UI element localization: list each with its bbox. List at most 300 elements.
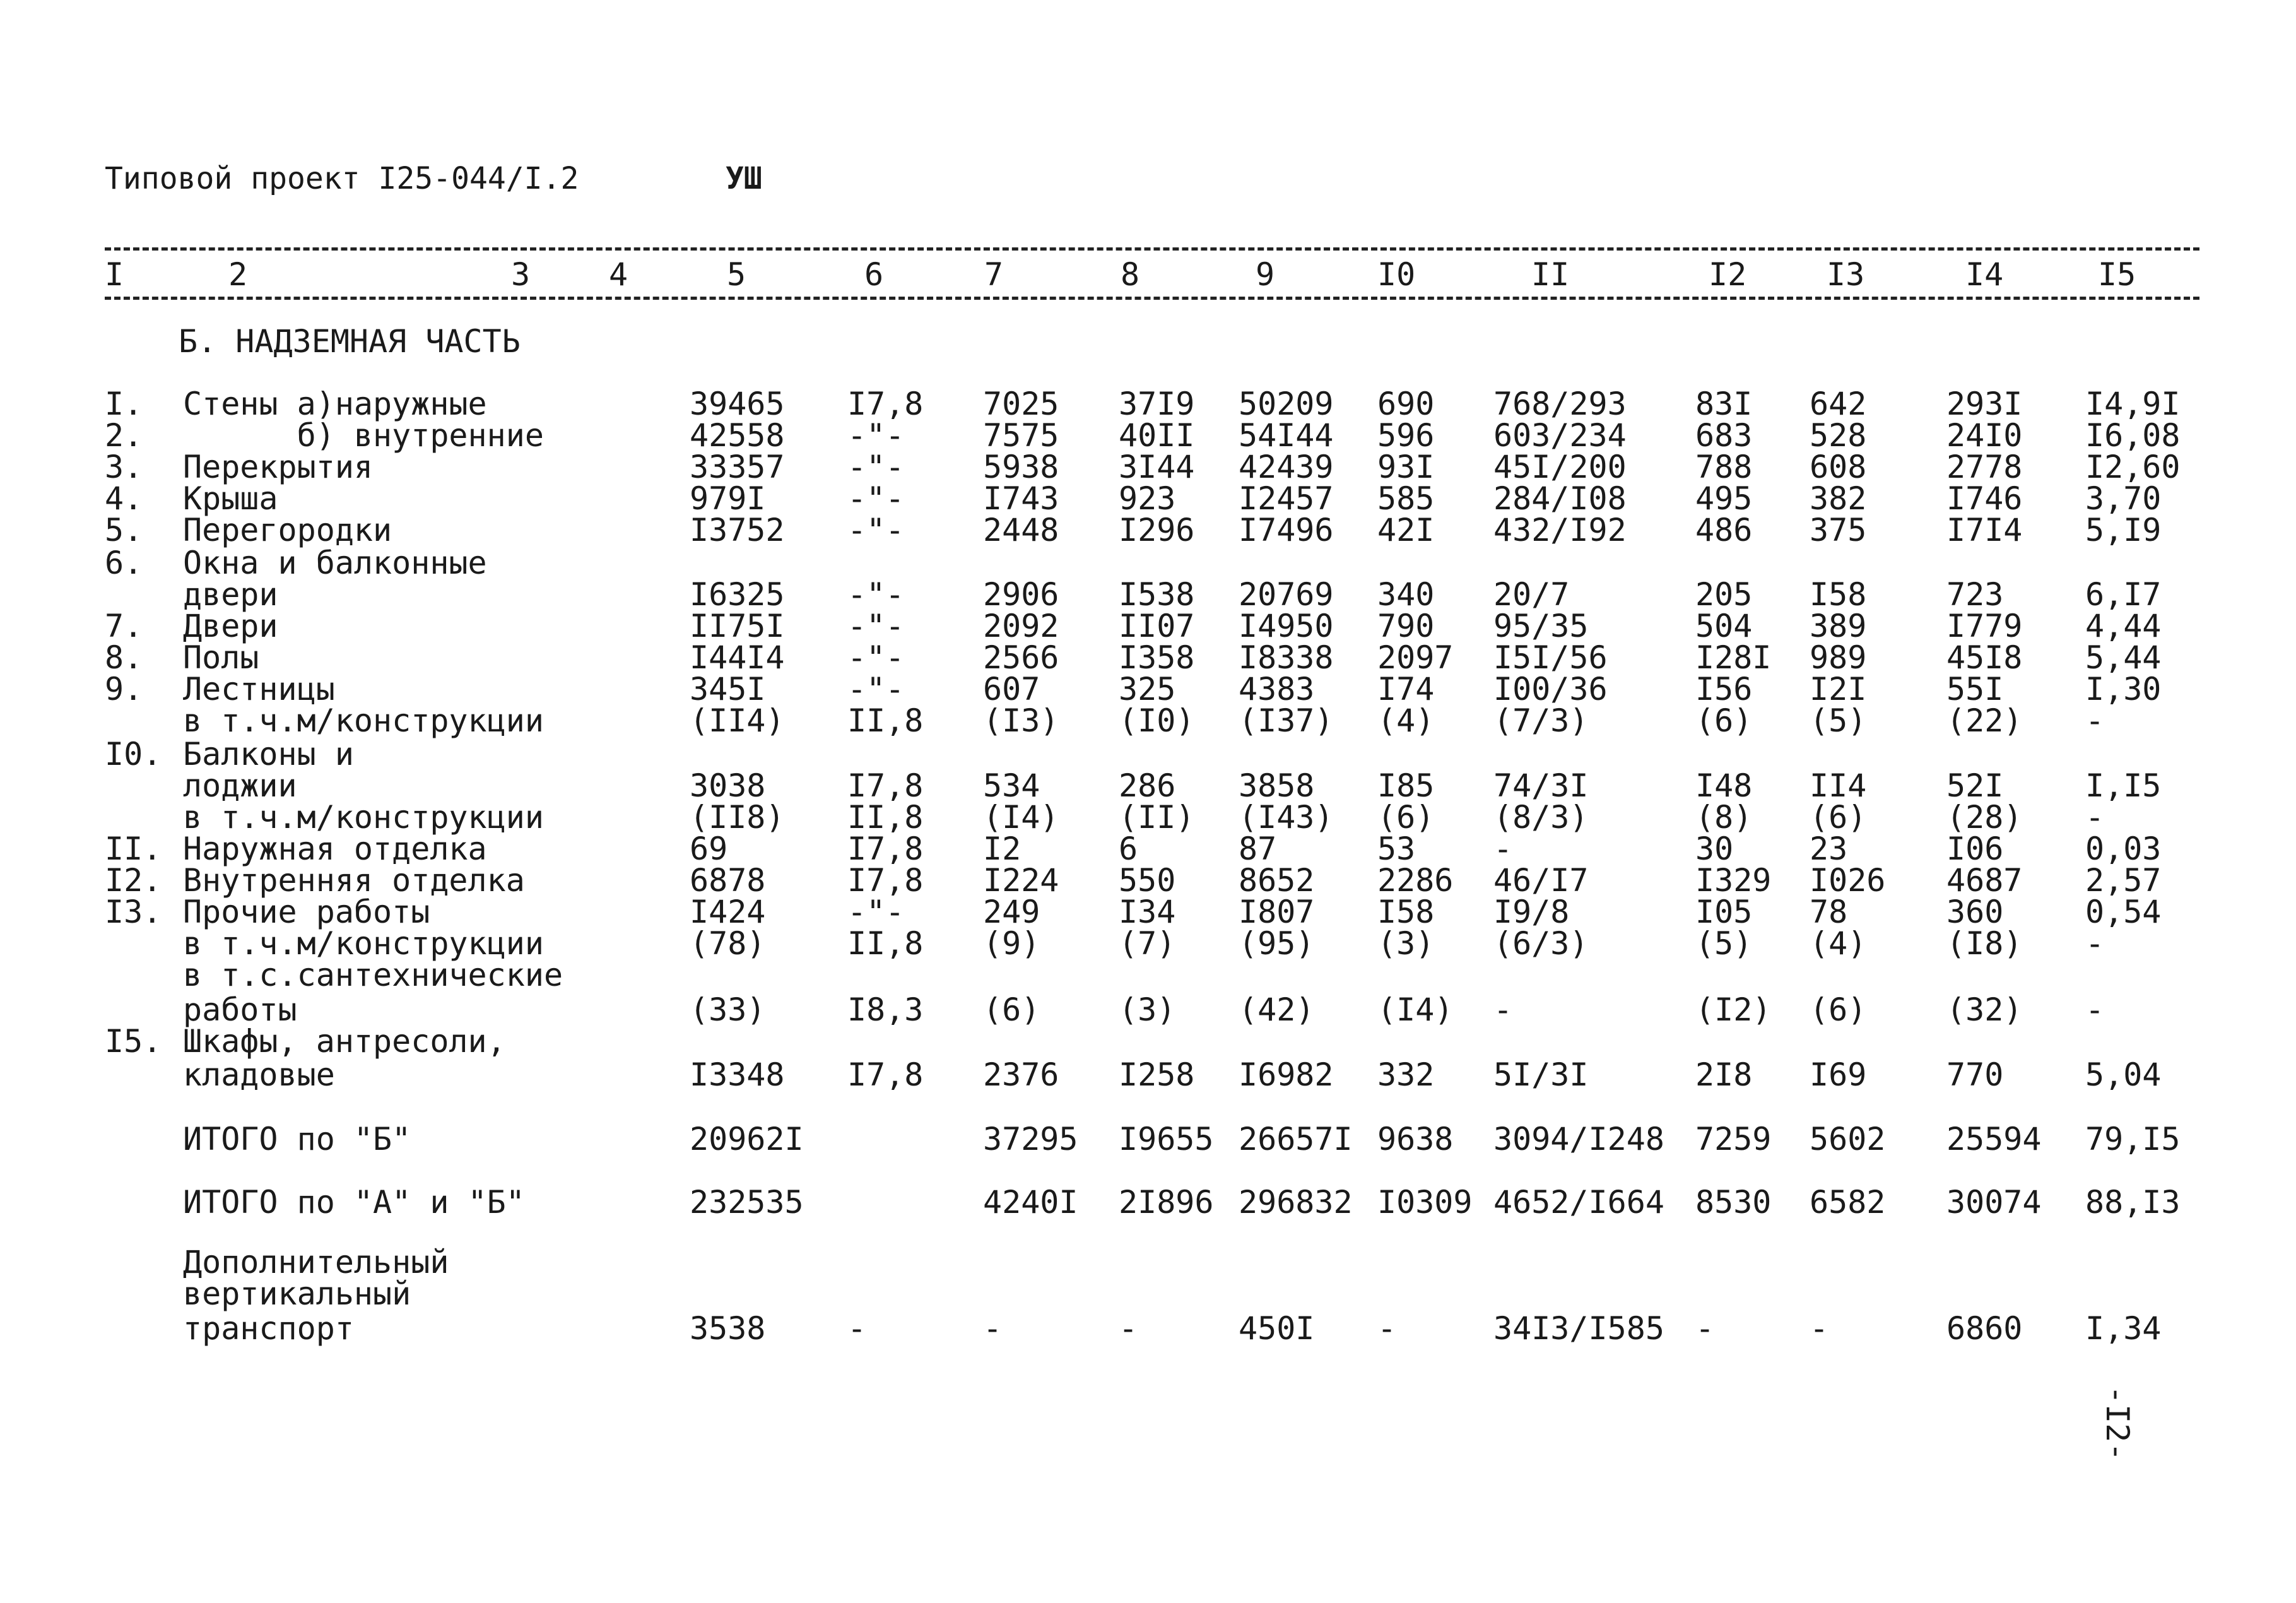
row-name: транспорт [183,1310,354,1347]
value-cell: (I43) [1239,799,1334,836]
value-cell: -"- [847,608,905,644]
row-name: Окна и балконные [183,545,487,581]
value-cell: 534 [983,767,1040,804]
value-cell: 33357 [690,449,785,485]
project-title: Типовой проект I25-044/I.2 [105,161,579,196]
row-name: Лестницы [183,671,335,707]
value-cell: 2092 [983,608,1059,644]
row-number: I3. [105,894,162,930]
value-cell: 332 [1377,1056,1435,1093]
value-cell: 20/7 [1493,576,1570,613]
value-cell: 45I/200 [1493,449,1627,485]
value-cell: I44I4 [690,639,785,676]
row-name: в т.с.сантехнические [183,957,563,993]
row-name: Стены а)наружные [183,386,487,422]
value-cell: I746 [1946,480,2023,517]
value-cell: 50209 [1239,386,1334,422]
value-cell: I2 [983,831,1021,867]
value-cell: 3038 [690,767,766,804]
value-cell: I34 [1119,894,1176,930]
dashed-rule-top [105,247,2199,251]
value-cell: 25594 [1946,1121,2042,1157]
value-cell: (4) [1377,702,1435,739]
value-cell: 205 [1695,576,1753,613]
value-cell: (33) [690,991,766,1028]
value-cell: 2I896 [1119,1184,1214,1221]
section-code: УШ [726,161,762,196]
value-cell: 5,44 [2085,639,2162,676]
value-cell: 54I44 [1239,417,1334,454]
table-row [0,673,2296,705]
table-row [0,991,2296,1028]
value-cell: I5I/56 [1493,639,1608,676]
value-cell: II75I [690,608,785,644]
value-cell: 53 [1377,831,1416,867]
value-cell: 2097 [1377,639,1454,676]
column-number: I0 [1377,256,1416,293]
value-cell: 2906 [983,576,1059,613]
value-cell: I28I [1695,639,1772,676]
row-name: двери [183,576,278,613]
value-cell: II4 [1810,767,1867,804]
value-cell: - [1377,1310,1397,1347]
value-cell: 39465 [690,386,785,422]
value-cell: I85 [1377,767,1435,804]
value-cell: II07 [1119,608,1195,644]
column-number: I5 [2098,256,2136,293]
value-cell: 46/I7 [1493,862,1589,899]
value-cell: -"- [847,417,905,454]
value-cell: - [983,1310,1003,1347]
value-cell: 37295 [983,1121,1078,1157]
row-name: в т.ч.м/конструкции [183,925,544,962]
value-cell: I6,08 [2085,417,2181,454]
value-cell: 83I [1695,386,1753,422]
value-cell: - [1493,831,1513,867]
value-cell: I9/8 [1493,894,1570,930]
value-cell: (42) [1239,991,1315,1028]
value-cell: 3I44 [1119,449,1195,485]
value-cell: (95) [1239,925,1315,962]
table-row [0,702,2296,739]
value-cell: 6860 [1946,1310,2023,1347]
row-number: 6. [105,545,143,581]
value-cell: 5602 [1810,1121,1886,1157]
value-cell: I56 [1695,671,1753,707]
column-number: 9 [1256,256,1275,293]
dashed-rule-bottom [105,297,2199,300]
value-cell: I05 [1695,894,1753,930]
row-name: Шкафы, антресоли, [183,1023,506,1060]
value-cell: 286 [1119,767,1176,804]
value-cell: 9638 [1377,1121,1454,1157]
row-name: кладовые [183,1056,335,1093]
value-cell: (6) [983,991,1040,1028]
value-cell: 26657I [1239,1121,1353,1157]
value-cell: I0309 [1377,1184,1473,1221]
value-cell: I4950 [1239,608,1334,644]
row-name: вертикальный [183,1275,411,1312]
value-cell: I358 [1119,639,1195,676]
row-name: Внутренняя отделка [183,862,525,899]
value-cell: - [2085,991,2105,1028]
row-name: в т.ч.м/конструкции [183,702,544,739]
value-cell: 87 [1239,831,1277,867]
value-cell: (I2) [1695,991,1772,1028]
column-number: 3 [511,256,531,293]
value-cell: 345I [690,671,766,707]
table-row [0,1056,2296,1093]
value-cell: 382 [1810,480,1867,517]
value-cell: -"- [847,512,905,548]
table-row [0,547,2296,579]
value-cell: 3538 [690,1310,766,1347]
value-cell: (I4) [983,799,1059,836]
value-cell: 42439 [1239,449,1334,485]
value-cell: 979I [690,480,766,517]
value-cell: I7,8 [847,1056,924,1093]
value-cell: 450I [1239,1310,1315,1347]
value-cell: I538 [1119,576,1195,613]
table-row [0,610,2296,642]
value-cell: (7/3) [1493,702,1589,739]
value-cell: 596 [1377,417,1435,454]
value-cell: II,8 [847,702,924,739]
value-cell: 2448 [983,512,1059,548]
value-cell: 42558 [690,417,785,454]
value-cell: 4,44 [2085,608,2162,644]
value-cell: -"- [847,639,905,676]
value-cell: 55I [1946,671,2004,707]
value-cell: I7,8 [847,386,924,422]
value-cell: (8/3) [1493,799,1589,836]
value-cell: 528 [1810,417,1867,454]
value-cell: I69 [1810,1056,1867,1093]
value-cell: 6 [1119,831,1138,867]
value-cell: 5,04 [2085,1056,2162,1093]
value-cell: 4652/I664 [1493,1184,1664,1221]
value-cell: 495 [1695,480,1753,517]
value-cell: (6) [1695,702,1753,739]
table-row [0,833,2296,865]
value-cell: 2778 [1946,449,2023,485]
column-number: II [1531,256,1570,293]
value-cell: I8338 [1239,639,1334,676]
row-name: Крыша [183,480,278,517]
value-cell: 642 [1810,386,1867,422]
value-cell: (I8) [1946,925,2023,962]
value-cell: 93I [1377,449,1435,485]
row-name: Перегородки [183,512,392,548]
value-cell: I,30 [2085,671,2162,707]
value-cell: (3) [1377,925,1435,962]
value-cell: 296832 [1239,1184,1353,1221]
value-cell: 5I/3I [1493,1056,1589,1093]
row-number: 3. [105,449,143,485]
value-cell: (5) [1810,702,1867,739]
column-number: I4 [1965,256,2004,293]
value-cell: I48 [1695,767,1753,804]
value-cell: I2I [1810,671,1867,707]
value-cell: 8530 [1695,1184,1772,1221]
value-cell: I,I5 [2085,767,2162,804]
value-cell: I9655 [1119,1121,1214,1157]
value-cell: I2,60 [2085,449,2181,485]
section-heading: Б. НАДЗЕМНАЯ ЧАСТЬ [179,323,521,360]
row-name: б) внутренние [183,417,544,454]
value-cell: (II8) [690,799,785,836]
row-name: Перекрытия [183,449,374,485]
value-cell: - [1493,991,1513,1028]
value-cell: 20769 [1239,576,1334,613]
value-cell: 249 [983,894,1040,930]
row-name: лоджии [183,767,297,804]
value-cell: 45I8 [1946,639,2023,676]
row-name: работы [183,991,297,1028]
value-cell: 6,I7 [2085,576,2162,613]
row-name: ИТОГО по "А" и "Б" [183,1184,525,1221]
value-cell: 24I0 [1946,417,2023,454]
value-cell: I224 [983,862,1059,899]
table-row [0,862,2296,899]
value-cell: -"- [847,576,905,613]
value-cell: - [1695,1310,1715,1347]
value-cell: 723 [1946,576,2004,613]
value-cell: I3752 [690,512,785,548]
column-number: I3 [1827,256,1865,293]
column-number: I2 [1709,256,1747,293]
table-row [0,514,2296,546]
column-number: 2 [228,256,248,293]
value-cell: 30074 [1946,1184,2042,1221]
value-cell: - [847,1310,867,1347]
row-number: II. [105,831,162,867]
value-cell: 768/293 [1493,386,1627,422]
value-cell: -"- [847,894,905,930]
value-cell: 690 [1377,386,1435,422]
row-name: Прочие работы [183,894,430,930]
value-cell: (7) [1119,925,1176,962]
value-cell: 585 [1377,480,1435,517]
value-cell: 7259 [1695,1121,1772,1157]
row-name: в т.ч.м/конструкции [183,799,544,836]
value-cell: (9) [983,925,1040,962]
value-cell: 0,54 [2085,894,2162,930]
value-cell: I424 [690,894,766,930]
value-cell: 37I9 [1119,386,1195,422]
value-cell: 375 [1810,512,1867,548]
value-cell: I296 [1119,512,1195,548]
value-cell: (6) [1810,991,1867,1028]
row-number: 8. [105,639,143,676]
table-row [0,896,2296,928]
value-cell: - [1119,1310,1138,1347]
row-number: 5. [105,512,143,548]
value-cell: 389 [1810,608,1867,644]
value-cell: I7I4 [1946,512,2023,548]
value-cell: -"- [847,480,905,517]
value-cell: (I37) [1239,702,1334,739]
value-cell: I,34 [2085,1310,2162,1347]
table-row [0,767,2296,804]
value-cell: 608 [1810,449,1867,485]
table-row [0,959,2296,991]
value-cell: 79,I5 [2085,1121,2181,1157]
value-cell: (28) [1946,799,2023,836]
value-cell: 30 [1695,831,1734,867]
value-cell: (8) [1695,799,1753,836]
value-cell: I7496 [1239,512,1334,548]
value-cell: - [2085,925,2105,962]
value-cell: I329 [1695,862,1772,899]
value-cell: 78 [1810,894,1848,930]
value-cell: (22) [1946,702,2023,739]
value-cell: I00/36 [1493,671,1608,707]
table-row [0,925,2296,962]
row-name: Дополнительный [183,1244,449,1281]
value-cell: - [2085,702,2105,739]
value-cell: 52I [1946,767,2004,804]
value-cell: 360 [1946,894,2004,930]
value-cell: 293I [1946,386,2023,422]
table-row [0,799,2296,836]
value-cell: 284/I08 [1493,480,1627,517]
value-cell: 20962I [690,1121,804,1157]
table-row [0,576,2296,613]
value-cell: II,8 [847,925,924,962]
value-cell: I258 [1119,1056,1195,1093]
column-number: 6 [864,256,884,293]
column-number: 8 [1121,256,1140,293]
row-number: I. [105,386,143,422]
table-row [0,1123,2296,1155]
row-number: I0. [105,736,162,772]
row-number: I5. [105,1023,162,1060]
value-cell: 4240I [983,1184,1078,1221]
value-cell: 325 [1119,671,1176,707]
table-row [0,1275,2296,1312]
value-cell: I026 [1810,862,1886,899]
value-cell: - [2085,799,2105,836]
value-cell: (I4) [1377,991,1454,1028]
value-cell: 340 [1377,576,1435,613]
value-cell: 603/234 [1493,417,1627,454]
value-cell: 486 [1695,512,1753,548]
value-cell: I06 [1946,831,2004,867]
value-cell: 923 [1119,480,1176,517]
value-cell: (32) [1946,991,2023,1028]
value-cell: 683 [1695,417,1753,454]
row-name: Наружная отделка [183,831,487,867]
table-row [0,1244,2296,1281]
value-cell: 2,57 [2085,862,2162,899]
value-cell: 4383 [1239,671,1315,707]
value-cell: II,8 [847,799,924,836]
value-cell: I7,8 [847,862,924,899]
value-cell: 790 [1377,608,1435,644]
column-number: I [105,256,124,293]
value-cell: I743 [983,480,1059,517]
page-number: -I2- [2099,1385,2136,1462]
value-cell: I3348 [690,1056,785,1093]
value-cell: (II) [1119,799,1195,836]
value-cell: 42I [1377,512,1435,548]
table-row [0,388,2296,420]
value-cell: 34I3/I585 [1493,1310,1664,1347]
value-cell: 69 [690,831,728,867]
value-cell: (6) [1377,799,1435,836]
value-cell: 504 [1695,608,1753,644]
value-cell: 4687 [1946,862,2023,899]
value-cell: 0,03 [2085,831,2162,867]
table-row [0,1023,2296,1060]
value-cell: 3858 [1239,767,1315,804]
value-cell: 40II [1119,417,1195,454]
value-cell: 2376 [983,1056,1059,1093]
value-cell: 2I8 [1695,1056,1753,1093]
value-cell: 6878 [690,862,766,899]
table-row [0,639,2296,676]
value-cell: -"- [847,449,905,485]
table-row [0,738,2296,770]
row-name: ИТОГО по "Б" [183,1121,411,1157]
row-number: 9. [105,671,143,707]
table-row [0,480,2296,517]
value-cell: 8652 [1239,862,1315,899]
value-cell: 23 [1810,831,1848,867]
value-cell: 7025 [983,386,1059,422]
table-row [0,417,2296,454]
value-cell: 432/I92 [1493,512,1627,548]
value-cell: I58 [1377,894,1435,930]
value-cell: - [1810,1310,1829,1347]
column-number: 4 [609,256,628,293]
value-cell: 5938 [983,449,1059,485]
value-cell: -"- [847,671,905,707]
value-cell: 3,70 [2085,480,2162,517]
column-number: 5 [727,256,746,293]
value-cell: (78) [690,925,766,962]
value-cell: (5) [1695,925,1753,962]
value-cell: I2457 [1239,480,1334,517]
row-number: 2. [105,417,143,454]
value-cell: I807 [1239,894,1315,930]
value-cell: (4) [1810,925,1867,962]
value-cell: I6325 [690,576,785,613]
value-cell: 232535 [690,1184,804,1221]
row-number: I2. [105,862,162,899]
value-cell: (3) [1119,991,1176,1028]
table-row [0,1184,2296,1221]
value-cell: I7,8 [847,767,924,804]
value-cell: 88,I3 [2085,1184,2181,1221]
value-cell: 5,I9 [2085,512,2162,548]
value-cell: 95/35 [1493,608,1589,644]
value-cell: I58 [1810,576,1867,613]
value-cell: 3094/I248 [1493,1121,1664,1157]
value-cell: (I0) [1119,702,1195,739]
row-number: 4. [105,480,143,517]
row-number: 7. [105,608,143,644]
value-cell: 788 [1695,449,1753,485]
row-name: Балконы и [183,736,354,772]
value-cell: I4,9I [2085,386,2181,422]
value-cell: 607 [983,671,1040,707]
value-cell: 74/3I [1493,767,1589,804]
value-cell: I74 [1377,671,1435,707]
value-cell: 550 [1119,862,1176,899]
value-cell: (I3) [983,702,1059,739]
